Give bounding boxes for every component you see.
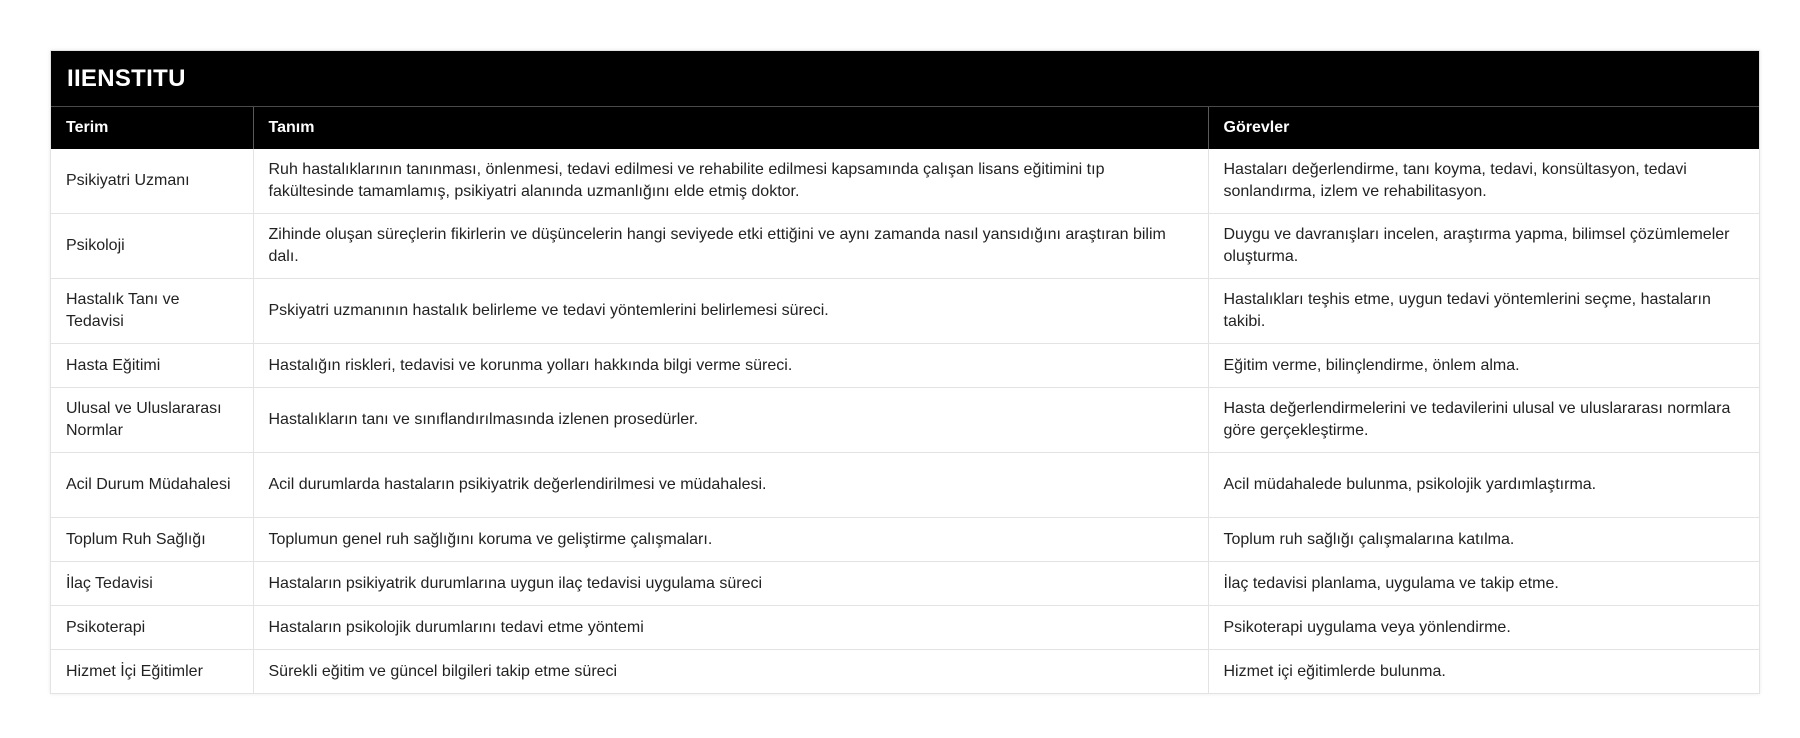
table-row: [51, 650, 1759, 694]
glossary-table: [51, 107, 1759, 693]
cell-term: Acil Durum Müdahalesi: [51, 453, 253, 518]
table-row: [51, 518, 1759, 562]
table-brand-title: IIENSTITU: [51, 51, 1759, 107]
cell-tasks: Hastalıkları teşhis etme, uygun tedavi yöntemlerini seçme, hastaların takibi.: [1208, 279, 1759, 344]
table-row: [51, 344, 1759, 388]
glossary-table-container: [50, 50, 1760, 694]
cell-definition: Ruh hastalıklarının tanınması, önlenmesi, tedavi edilmesi ve rehabilite edilmesi kapsamında çalışan lisans eğitimini tıp fakültesinde tamamlamış, psikiyatri alanında uzmanlığını elde etmiş doktor.: [253, 149, 1208, 214]
table-row: [51, 388, 1759, 453]
cell-term: Psikoterapi: [51, 606, 253, 650]
cell-tasks: Eğitim verme, bilinçlendirme, önlem alma.: [1208, 344, 1759, 388]
cell-definition: Hastalıkların tanı ve sınıflandırılmasında izlenen prosedürler.: [253, 388, 1208, 453]
column-header-definition: Tanım: [253, 107, 1208, 149]
cell-definition: Hastaların psikiyatrik durumlarına uygun ilaç tedavisi uygulama süreci: [253, 562, 1208, 606]
cell-tasks: Toplum ruh sağlığı çalışmalarına katılma.: [1208, 518, 1759, 562]
cell-term: Toplum Ruh Sağlığı: [51, 518, 253, 562]
cell-definition: Sürekli eğitim ve güncel bilgileri takip etme süreci: [253, 650, 1208, 694]
cell-term: Psikoloji: [51, 214, 253, 279]
table-row: [51, 562, 1759, 606]
cell-tasks: Acil müdahalede bulunma, psikolojik yardımlaştırma.: [1208, 453, 1759, 518]
cell-definition: Acil durumlarda hastaların psikiyatrik değerlendirilmesi ve müdahalesi.: [253, 453, 1208, 518]
cell-tasks: Duygu ve davranışları incelen, araştırma yapma, bilimsel çözümlemeler oluşturma.: [1208, 214, 1759, 279]
cell-definition: Hastaların psikolojik durumlarını tedavi etme yöntemi: [253, 606, 1208, 650]
cell-term: İlaç Tedavisi: [51, 562, 253, 606]
cell-term: Hasta Eğitimi: [51, 344, 253, 388]
cell-definition: Zihinde oluşan süreçlerin fikirlerin ve düşüncelerin hangi seviyede etki ettiğini ve aynı zamanda nasıl yansıdığını araştıran bilim dalı.: [253, 214, 1208, 279]
cell-term: Psikiyatri Uzmanı: [51, 149, 253, 214]
cell-definition: Pskiyatri uzmanının hastalık belirleme ve tedavi yöntemlerini belirlemesi süreci.: [253, 279, 1208, 344]
column-header-tasks: Görevler: [1208, 107, 1759, 149]
table-row: [51, 453, 1759, 518]
cell-tasks: Hasta değerlendirmelerini ve tedavilerini ulusal ve uluslararası normlara göre gerçekleştirme.: [1208, 388, 1759, 453]
cell-tasks: Psikoterapi uygulama veya yönlendirme.: [1208, 606, 1759, 650]
cell-tasks: Hizmet içi eğitimlerde bulunma.: [1223, 662, 1446, 680]
cell-definition: Toplumun genel ruh sağlığını koruma ve geliştirme çalışmaları.: [253, 518, 1208, 562]
cell-term: Hizmet İçi Eğitimler: [51, 650, 253, 694]
table-row: [51, 279, 1759, 344]
column-header-term: Terim: [51, 107, 253, 149]
cell-term: Ulusal ve Uluslararası Normlar: [51, 388, 253, 453]
table-row: [51, 606, 1759, 650]
cell-definition: Hastalığın riskleri, tedavisi ve korunma yolları hakkında bilgi verme süreci.: [253, 344, 1208, 388]
cell-term: Hastalık Tanı ve Tedavisi: [51, 279, 253, 344]
table-row: [51, 214, 1759, 279]
cell-tasks: Hastaları değerlendirme, tanı koyma, tedavi, konsültasyon, tedavi sonlandırma, izlem ve rehabilitasyon.: [1208, 149, 1759, 214]
table-header-row: [51, 107, 1759, 149]
table-row: [51, 149, 1759, 214]
cell-tasks: İlaç tedavisi planlama, uygulama ve takip etme.: [1208, 562, 1759, 606]
